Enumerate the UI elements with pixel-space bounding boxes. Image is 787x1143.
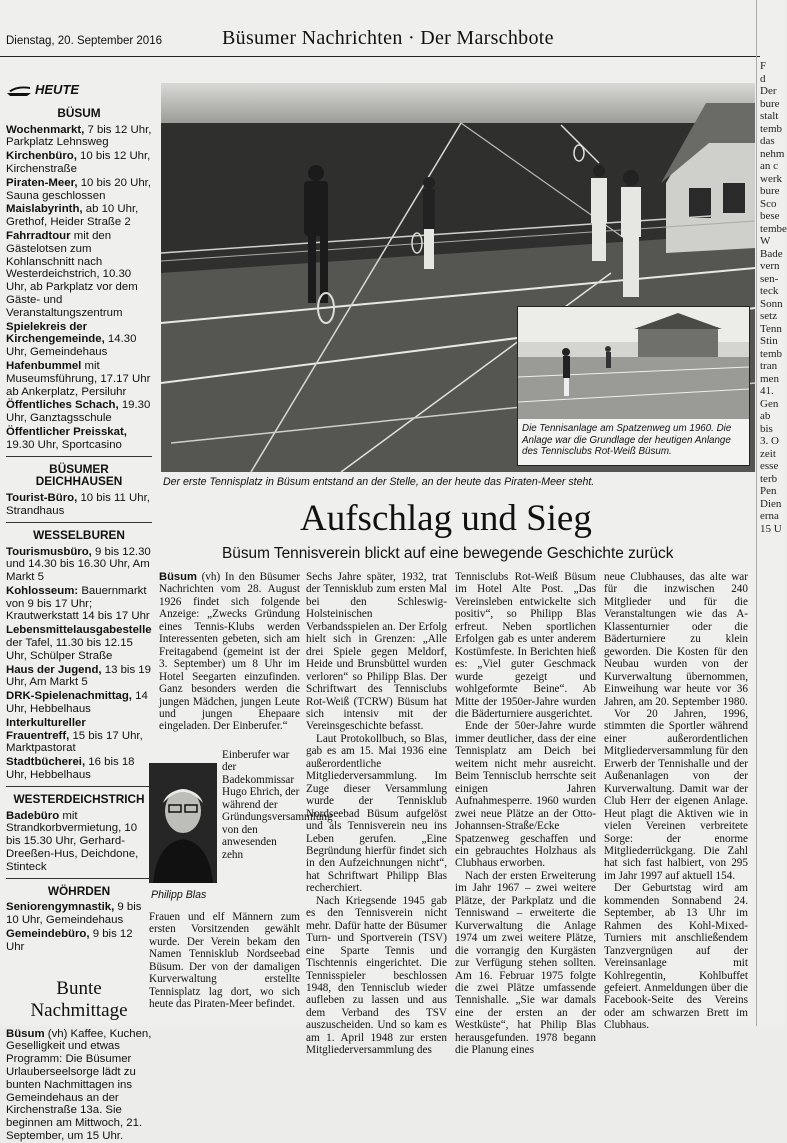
- sidebar-event-item: [6, 717, 152, 755]
- event-title: Tourist-Büro,: [6, 492, 78, 505]
- article-column-3: [455, 571, 596, 1057]
- sidebar-location-heading: BÜSUMER DEICHHAUSEN: [35, 461, 123, 489]
- sidebar-event-item: [6, 756, 152, 782]
- article-column-1: [159, 571, 300, 733]
- article-einberufer-text: [222, 749, 333, 861]
- sidebar-divider: [6, 878, 152, 879]
- bunte-body: (vh) Kaffee, Kuchen, Geselligkeit und etwas Programm: Die Büsumer Urlauberseelsorge lädt zu bunten Nachmittagen ins Gemeindehaus an der Kirchenstraße 13a. Sie beginnen am Mittwoch, 21. September, um 15 Uhr.: [6, 1027, 152, 1142]
- sidebar-location-heading: BÜSUM: [57, 105, 101, 120]
- sidebar-event-item: [6, 585, 152, 623]
- article-paragraph: Sechs Jahre später, 1932, trat der Tennisklub zum ersten Mal bei den Schleswig-Holsteinischen Verbandsspielen an. Der Erfolg hielt sich in Grenzen: „Alle drei Spiele gegen Meldorf, Heide und Brunsbüttel wurden verloren“ so Philipp Blas. Der Schriftwart des Tennisclubs Rot-Weiß (TCRW) Büsum hat sich intensiv mit der Vereinsgeschichte befasst.: [306, 571, 447, 733]
- event-title: DRK-Spielenachmittag,: [6, 690, 132, 703]
- fragment-line: ab: [760, 410, 771, 422]
- event-title: Haus der Jugend,: [6, 663, 102, 676]
- heute-label: HEUTE: [35, 82, 80, 97]
- fragment-line: tembe: [760, 222, 787, 235]
- sidebar-event-item: [6, 492, 152, 518]
- sidebar-location-heading: WESSELBUREN: [33, 527, 125, 542]
- fragment-line: Dien: [760, 497, 782, 510]
- fragment-line: terb: [760, 472, 778, 485]
- event-details: 10 bis 20 Uhr, Sauna geschlossen: [6, 176, 151, 202]
- sidebar-event-item: [6, 150, 152, 176]
- article-column-2: [306, 571, 447, 1057]
- portrait-photo: [149, 763, 217, 883]
- article-paragraph: Tennisclubs Rot-Weiß Büsum im Hotel Alte Post. „Das Vereinsleben entwickelte sich positiv“, so Philipp Blas erfreut. Neben sportlichen Erfolgen gab es unter anderem Kostümfeste. In Berichten hieß es: „Viel guter Geschmack wurde gezeigt und wohlgeformte Beine“. Ab Mitte der 1950er-Jahre wurden die Bäderturniere ausgerichtet.: [455, 571, 596, 720]
- fragment-line: bese: [760, 210, 780, 222]
- event-title: Kohlosseum:: [6, 584, 79, 597]
- event-details: 9 bis 10 Uhr, Gemeindehaus: [6, 901, 142, 927]
- event-details: 10 bis 11 Uhr, Strandhaus: [6, 492, 150, 517]
- fragment-line: 3. O: [760, 435, 779, 447]
- fragment-line: Sonn: [760, 297, 783, 310]
- event-title: Hafenbummel: [6, 359, 82, 372]
- article-paragraph: Der Geburtstag wird am kommenden Sonnabend 24. September, ab 13 Uhr im Rahmen des Kohl-Mixed-Turniers mit anschließendem Tanzvergnügen auf der Vereinsanlage mit Kohlregentin, Kohlbuffet gefeiert. Anmeldungen über die Facebook-Seite des Vereins oder am schwarzen Brett im Clubhaus.: [604, 882, 748, 1032]
- fragment-line: vern: [760, 260, 780, 272]
- fragment-line: nehm: [760, 147, 785, 160]
- event-details: der Tafel, 11.30 bis 12.15 Uhr, Schülper Straße: [6, 637, 133, 662]
- sidebar-event-item: [6, 624, 152, 662]
- sidebar-event-item: [6, 360, 152, 398]
- sidebar-divider: [6, 456, 152, 457]
- fragment-line: erna: [760, 510, 779, 522]
- event-title: Wochenmarkt,: [6, 123, 85, 136]
- fragment-line: setz: [760, 310, 778, 322]
- bunte-nachmittage-text: [6, 1028, 152, 1143]
- event-title: Lebensmittelausgabestelle: [6, 624, 152, 637]
- event-details: 16 bis 18 Uhr, Hebbelhaus: [6, 756, 135, 782]
- event-title: Gemeindebüro,: [6, 928, 90, 941]
- header-rule: [0, 56, 760, 57]
- article-headline: Aufschlag und Sieg: [300, 498, 592, 539]
- sidebar-divider: [6, 786, 152, 787]
- sidebar-event-item: [6, 124, 152, 150]
- sidebar-event-item: [6, 203, 152, 229]
- event-title: Stadtbücherei,: [6, 756, 86, 769]
- fragment-line: men: [760, 372, 779, 385]
- fragment-line: 15 U: [760, 522, 782, 535]
- fragment-line: teck: [760, 285, 779, 297]
- event-title: Seniorengymnastik,: [6, 901, 115, 914]
- sidebar-divider: [6, 522, 152, 523]
- fragment-line: Stin: [760, 335, 778, 347]
- fragment-line: Sco: [760, 197, 777, 210]
- sidebar-event-item: [6, 426, 152, 452]
- bunte-dateline: Büsum: [6, 1027, 45, 1040]
- event-title: Interkultureller Frauentreff,: [6, 716, 86, 742]
- ship-icon: [6, 84, 32, 96]
- event-details: 10 bis 12 Uhr, Kirchenstraße: [6, 150, 151, 175]
- fragment-line: Der: [760, 85, 777, 97]
- article-intro: [159, 571, 300, 733]
- event-details: 13 bis 19 Uhr, Am Markt 5: [6, 663, 151, 689]
- sidebar-event-item: [6, 546, 152, 584]
- sidebar-location-heading: WESTERDEICHSTRICH: [13, 791, 145, 806]
- main-photo-caption: Der erste Tennisplatz in Büsum entstand an der Stelle, an der heute das Piraten-Meer steht.: [163, 476, 595, 488]
- event-details: 7 bis 12 Uhr, Parkplatz Lehnsweg: [6, 123, 152, 149]
- event-details: mit den Gästelotsen zum Kohlanschnitt nach Westerdeichstrich, 10.30 Uhr, ab Parkplatz vor dem Gäste- und Veranstaltungszentrum: [6, 229, 138, 319]
- sidebar-location-heading: WÖHRDEN: [47, 883, 111, 898]
- article-paragraph: Nach der ersten Erweiterung im Jahr 1967 – zwei weitere Plätze, der Parkplatz und die Tenniswand – erweiterte die Kurverwaltung die Anlage 1974 um zwei weitere Plätze, die vorrangig den Kurgästen zur Verfügung stehen sollten. Am 16. Februar 1975 folgte die zwei Plätze umfassende Tennishalle. „Sie war damals eine der ersten an der Westküste“, hat Philip Blas herausgefunden. 1978 begann die Planung eines: [455, 869, 596, 1057]
- article-paragraph: Laut Protokollbuch, so Blas, gab es am 15. Mai 1936 eine außerordentliche Mitgliederversammlung. Im Zuge dieser Versammlung wurde der Tennisklub Nordseebad Büsum aufgelöst und als Tennisverein neu ins Leben gerufen. „Eine Begründung hierfür findet sich in den Aufzeichnungen nicht“, hat Schriftwart Philipp Blas recherchiert.: [306, 732, 447, 895]
- fragment-line: 41.: [760, 385, 774, 397]
- portrait-caption: Philipp Blas: [151, 889, 207, 901]
- event-details: 19.30 Uhr, Sportcasino: [6, 438, 122, 451]
- bunte-nachmittage-title: Bunte Nachmittage: [30, 977, 128, 1021]
- tennis-facility-1960-illustration: [518, 307, 749, 419]
- einberufer-text: Einberufer war der Badekommissar Hugo Ehrich, der während der Gründungsversammlung von den anwesenden zehn: [222, 749, 333, 861]
- article-paragraph: Vor 20 Jahren, 1996, stimmten die Sportler während einer außerordentlichen Mitgliederversammlung für den Erwerb der Tennishalle und der Außenanlagen von der Kurverwaltung. Damit war der Club Herr der eigenen Anlage. Heut plagt die Aktiven wie in vielen Vereinen verbreitete Sorge: der enorme Mitgliederrückgang. Die Zahl hat sich fast halbiert, von 295 im Jahr 1997 auf aktuell 154.: [604, 707, 748, 882]
- sidebar-event-item: [6, 901, 152, 927]
- fragment-line: an c: [760, 160, 779, 172]
- fragment-line: Gen: [760, 397, 779, 410]
- sidebar-event-item: [6, 810, 152, 874]
- issue-date: Dienstag, 20. September 2016: [6, 35, 162, 47]
- article-paragraph: Nach Kriegsende 1945 gab es den Tennisverein nicht mehr. Dafür hatte der Büsumer Turn- und Sportverein (TSV) eine Sparte Tennis und Tischtennis eingerichtet. Die Tennisspieler beschlossen 1948, den Tennisclub wieder aufleben zu lassen und aus dem Verband des TSV auszuscheiden. Und so kam es am 1. April 1948 zur ersten Mitgliederversammlung des: [306, 894, 447, 1057]
- event-details: 19.30 Uhr, Ganztagsschule: [6, 399, 151, 425]
- fragment-line: sen-: [760, 272, 779, 285]
- sidebar-event-item: [6, 399, 152, 425]
- adjacent-article-fragment: [760, 60, 785, 1026]
- article-subheadline: Büsum Tennisverein blickt auf eine bewegende Geschichte zurück: [222, 545, 674, 562]
- event-title: Kirchenbüro,: [6, 150, 77, 163]
- event-calendar-sidebar: [6, 84, 152, 1143]
- fragment-line: temb: [760, 122, 782, 135]
- article-column-4: [604, 571, 748, 1032]
- event-title: Piraten-Meer,: [6, 176, 78, 189]
- article-column-1-rest: [149, 911, 300, 1011]
- event-title: Tourismusbüro,: [6, 545, 92, 558]
- event-details: ab 10 Uhr, Grethof, Heider Straße 2: [6, 203, 139, 229]
- fragment-line: esse: [760, 460, 779, 472]
- event-details: 14.30 Uhr, Gemeindehaus: [6, 333, 137, 359]
- article-dateline: Büsum: [159, 571, 197, 583]
- fragment-line: F: [760, 60, 767, 72]
- sidebar-event-item: [6, 177, 152, 203]
- fragment-line: Tenn: [760, 322, 782, 335]
- sidebar-event-item: [6, 321, 152, 359]
- event-details: Bauernmarkt von 9 bis 17 Uhr; Krautwerkstatt 14 bis 17 Uhr: [6, 584, 150, 623]
- event-details: 15 bis 17 Uhr, Marktpastorat: [6, 729, 143, 755]
- fragment-line: zeit: [760, 447, 776, 460]
- newspaper-masthead: Büsumer Nachrichten · Der Marschbote: [222, 27, 554, 49]
- event-title: Öffentlicher Preisskat,: [6, 425, 127, 438]
- article-paragraph: Ende der 50er-Jahre wurde immer deutlicher, dass der eine Tennisplatz am Deich bei weitem nicht mehr ausreicht. Beim Tennisclub herrschte seit einigen Jahren Aufnahmesperre. 1960 wurden zwei neue Plätze an der Otto-Johannsen-Straße/Ecke Spatzenweg geschaffen und ein gebrauchtes Holzhaus als Clubhaus erworben.: [455, 720, 596, 870]
- inset-photo-caption: Die Tennisanlage am Spatzenweg um 1960. Die Anlage war die Grundlage der heutigen Anlange des Tennisclubs Rot-Weiß Büsum.: [522, 423, 732, 457]
- event-title: Fahrradtour: [6, 229, 71, 242]
- article-paragraph: neue Clubhauses, das alte war für die inzwischen 240 Mitglieder und für die Veranstaltungen wie das A-Klassenturnier oder die Bäderturniere zu klein geworden. Die Kosten für den Neubau wurden von der Kurverwaltung übernommen, Einweihung war heute vor 36 Jahren, am 20. September 1980.: [604, 571, 748, 708]
- fragment-line: tran: [760, 360, 778, 372]
- fragment-line: Pen: [760, 485, 777, 497]
- fragment-line: bure: [760, 97, 780, 110]
- fragment-line: das: [760, 135, 775, 147]
- event-details: 9 bis 12.30 und 14.30 bis 16.30 Uhr, Am Markt 5: [6, 545, 151, 584]
- fragment-line: stalt: [760, 110, 779, 122]
- sidebar-event-item: [6, 928, 152, 954]
- inset-photo-1960: [517, 306, 750, 466]
- event-title: Badebüro: [6, 809, 60, 822]
- column-divider: [756, 0, 757, 1026]
- event-details: 14 Uhr, Hebbelhaus: [6, 690, 148, 716]
- fragment-line: d: [760, 72, 766, 85]
- article-intro-text: (vh) In den Büsumer Nachrichten vom 28. August 1926 findet sich folgende Anzeige: „Zwecks Gründung eines Tennis-Klubs werden Interessenten gebeten, sich am Freitagabend (gemeint ist der 3. September) um 8 Uhr im Hotel Seegarten einzufinden. Ganz besonders werden die jungen Mädchen, jungen Leute und jungen Ehepaare eingeladen. Der Einberufer.“: [159, 571, 300, 733]
- event-details: 9 bis 12 Uhr: [6, 928, 133, 953]
- heute-header: [6, 84, 152, 97]
- fragment-line: bure: [760, 185, 780, 197]
- fragment-line: Bade: [760, 247, 783, 260]
- fragment-line: bis: [760, 422, 773, 435]
- event-title: Spielekreis der Kirchengemeinde,: [6, 320, 105, 346]
- sidebar-event-item: [6, 664, 152, 690]
- sidebar-event-item: [6, 690, 152, 716]
- fragment-line: W: [760, 235, 771, 247]
- sidebar-sections: [6, 107, 152, 954]
- article-col1-rest: Frauen und elf Männern zum ersten Vorsitzenden gewählt wurde. Der Verein bekam den Namen Tennisklub Nordseebad Büsum. Der von der damaligen Kurverwaltung erstellte Tennisplatz lag dort, wo sich heute das Piraten-Meer befindet.: [149, 911, 300, 1011]
- portrait-illustration: [149, 763, 217, 883]
- event-title: Öffentliches Schach,: [6, 399, 119, 412]
- fragment-line: temb: [760, 347, 782, 360]
- fragment-line: werk: [760, 172, 782, 185]
- event-details: mit Museumsführung, 17.17 Uhr ab Ankerplatz, Persiluhr: [6, 359, 151, 398]
- event-title: Maislabyrinth,: [6, 203, 83, 216]
- sidebar-event-item: [6, 230, 152, 320]
- event-details: mit Strandkorbvermietung, 10 bis 15.30 Uhr, Gerhard-Dreeßen-Hus, Deichdone, Stinteck: [6, 809, 139, 873]
